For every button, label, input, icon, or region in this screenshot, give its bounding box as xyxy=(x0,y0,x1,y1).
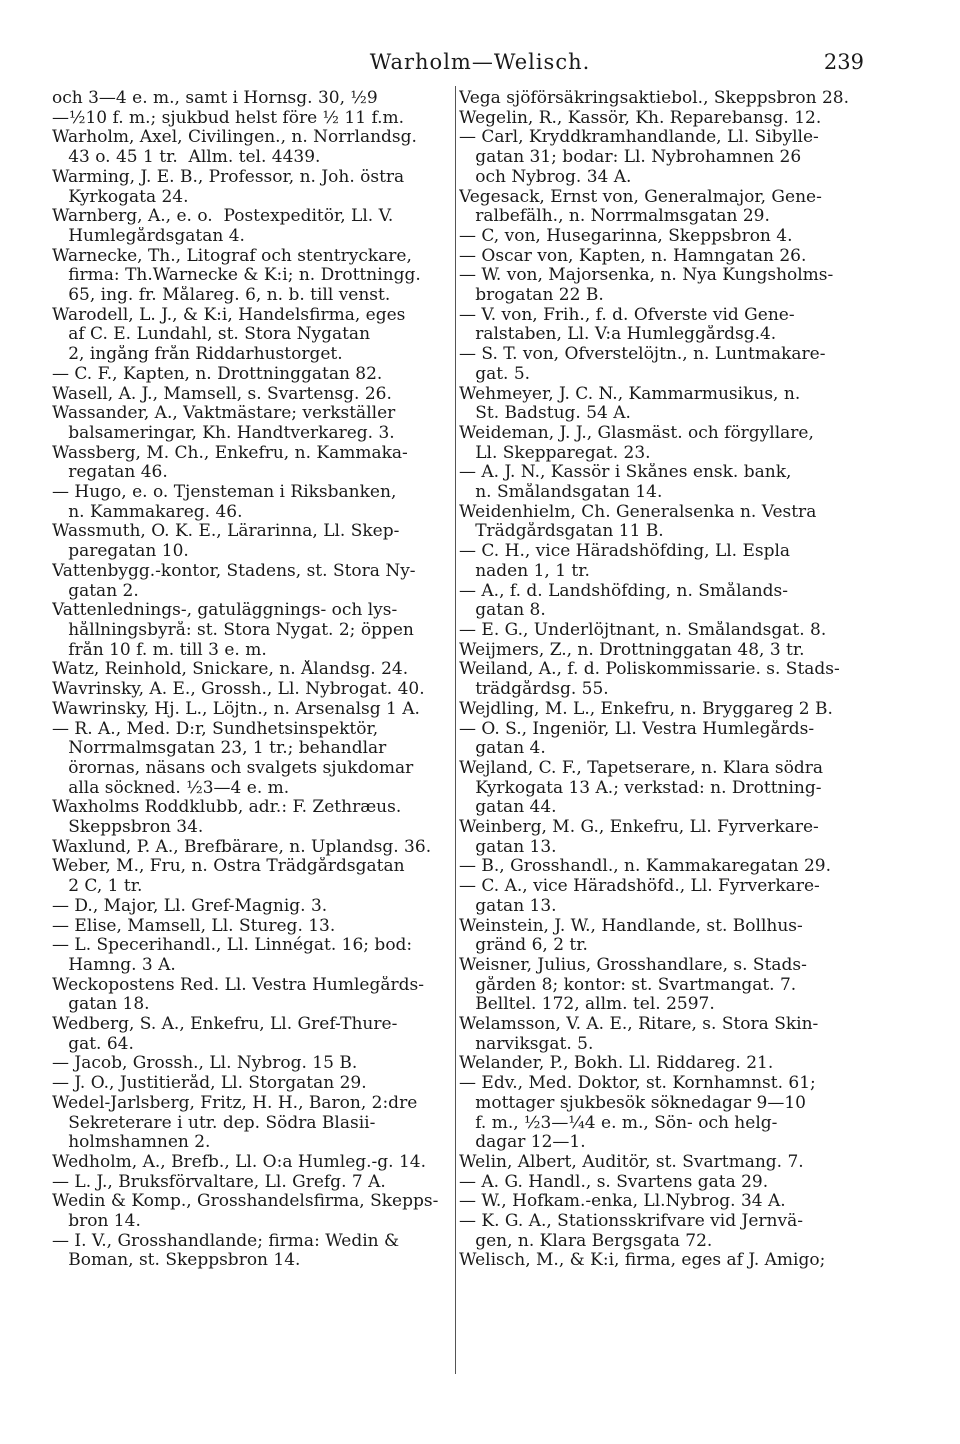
directory-entry-line: Wedel-Jarlsberg, Fritz, H. H., Baron, 2:dre xyxy=(52,1093,418,1113)
directory-entry-line: Wassander, A., Vaktmästare; verkställer xyxy=(52,404,396,424)
directory-entry-line: Wedin & Komp., Grosshandelsfirma, Skepps- xyxy=(52,1192,439,1212)
directory-entry-line: Vega sjöförsäkringsaktiebol., Skeppsbron 28. xyxy=(459,89,850,108)
directory-entry-line: bron 14. xyxy=(52,1212,141,1232)
directory-entry-line: — K. G. A., Stationsskrifvare vid Jernvä- xyxy=(459,1212,803,1232)
directory-entry-line: — Jacob, Grossh., Ll. Nybrog. 15 B. xyxy=(52,1054,358,1074)
directory-entry-line: Belltel. 172, allm. tel. 2597. xyxy=(459,995,715,1015)
directory-entry-line: gatan 13. xyxy=(459,837,557,857)
directory-entry-line: Wawrinsky, Hj. L., Löjtn., n. Arsenalsg 1 A. xyxy=(52,699,420,719)
directory-entry-line: Weideman, J. J., Glasmäst. och förgyllare, xyxy=(459,423,814,443)
directory-entry-line: brogatan 22 B. xyxy=(459,286,604,306)
directory-entry-line: — W., Hofkam.-enka, Ll.Nybrog. 34 A. xyxy=(459,1192,786,1212)
directory-entry-line: — A. G. Handl., s. Svartens gata 29. xyxy=(459,1172,769,1192)
right-column xyxy=(459,89,903,1271)
directory-entry-line: Wejdling, M. L., Enkefru, n. Bryggareg 2 B. xyxy=(459,699,833,719)
directory-entry-line: alla söckned. ½3—4 e. m. xyxy=(52,778,290,798)
directory-entry-line: Weidenhielm, Ch. Generalsenka n. Vestra xyxy=(459,502,817,522)
directory-entry-line: — I. V., Grosshandlande; firma: Wedin & xyxy=(52,1231,400,1251)
directory-entry-line: — Oscar von, Kapten, n. Hamngatan 26. xyxy=(459,246,807,266)
directory-entry-line: — O. S., Ingeniör, Ll. Vestra Humlegårds- xyxy=(459,719,815,739)
directory-entry-line: Kyrkogata 13 A.; verkstad: n. Drottning- xyxy=(459,778,822,798)
directory-entry-line: — C. A., vice Häradshöfd., Ll. Fyrverkare- xyxy=(459,877,820,897)
directory-entry-line: Weiland, A., f. d. Poliskommissarie. s. Stads- xyxy=(459,660,840,680)
directory-entry-line: — E. G., Underlöjtnant, n. Smålandsgat. 8. xyxy=(459,620,827,640)
directory-entry-line: Hamng. 3 A. xyxy=(52,955,176,975)
directory-entry-line: firma: Th.Warnecke & K:i; n. Drottningg. xyxy=(52,266,421,286)
directory-entry-line: gatan 18. xyxy=(52,995,150,1015)
directory-entry-line: balsameringar, Kh. Handtverkareg. 3. xyxy=(52,423,395,443)
directory-entry-line: Vattenbygg.-kontor, Stadens, st. Stora Ny- xyxy=(52,561,416,581)
directory-entry-line: — J. O., Justitieråd, Ll. Storgatan 29. xyxy=(52,1074,367,1094)
directory-entry-line: Warnecke, Th., Litograf och stentryckare, xyxy=(52,246,412,266)
directory-entry-line: och 3—4 e. m., samt i Hornsg. 30, ½9 xyxy=(52,89,378,108)
directory-entry-line: — A. J. N., Kassör i Skånes ensk. bank, xyxy=(459,463,792,483)
directory-entry-line: — R. A., Med. D:r, Sundhetsinspektör, xyxy=(52,719,379,739)
directory-entry-line: från 10 f. m. till 3 e. m. xyxy=(52,640,267,660)
directory-entry-line: Wejland, C. F., Tapetserare, n. Klara södra xyxy=(459,758,823,778)
directory-entry-line: och Nybrog. 34 A. xyxy=(459,167,632,187)
directory-entry-line: f. m., ½3—¼4 e. m., Sön- och helg- xyxy=(459,1113,778,1133)
directory-entry-line: Boman, st. Skeppsbron 14. xyxy=(52,1251,301,1271)
directory-entry-line: Wassmuth, O. K. E., Lärarinna, Ll. Skep- xyxy=(52,522,400,542)
directory-entry-line: gatan 31; bodar: Ll. Nybrohamnen 26 xyxy=(459,148,802,168)
directory-entry-line: — Elise, Mamsell, Ll. Stureg. 13. xyxy=(52,916,336,936)
directory-entry-line: Welander, P., Bokh. Ll. Riddareg. 21. xyxy=(459,1054,774,1074)
directory-entry-line: trädgårdsg. 55. xyxy=(459,680,609,700)
directory-entry-line: gat. 5. xyxy=(459,364,531,384)
directory-entry-line: Warnberg, A., e. o. Postexpeditör, Ll. V. xyxy=(52,207,394,227)
directory-entry-line: Wehmeyer, J. C. N., Kammarmusikus, n. xyxy=(459,384,801,404)
directory-entry-line: Welamsson, V. A. E., Ritare, s. Stora Skin- xyxy=(459,1015,819,1035)
directory-entry-line: Waxlund, P. A., Brefbärare, n. Uplandsg. 36. xyxy=(52,837,432,857)
directory-entry-line: — L. J., Bruksförvaltare, Ll. Grefg. 7 A. xyxy=(52,1172,386,1192)
directory-entry-line: gen, n. Klara Bergsgata 72. xyxy=(459,1231,713,1251)
directory-entry-line: örornas, näsans och svalgets sjukdomar xyxy=(52,758,414,778)
directory-entry-line: ralbefälh., n. Norrmalmsgatan 29. xyxy=(459,207,770,227)
directory-entry-line: holmshamnen 2. xyxy=(52,1133,211,1153)
directory-entry-line: — C. F., Kapten, n. Drottninggatan 82. xyxy=(52,364,383,384)
directory-entry-line: 43 o. 45 1 tr. Allm. tel. 4439. xyxy=(52,148,321,168)
directory-entry-line: hållningsbyrå: st. Stora Nygat. 2; öppen xyxy=(52,620,414,640)
directory-entry-line: naden 1, 1 tr. xyxy=(459,561,590,581)
directory-entry-line: gränd 6, 2 tr. xyxy=(459,936,588,956)
directory-entry-line: — C. H., vice Häradshöfding, Ll. Espla xyxy=(459,542,791,562)
directory-entry-line: St. Badstug. 54 A. xyxy=(459,404,631,424)
directory-entry-line: Watz, Reinhold, Snickare, n. Ålandsg. 24. xyxy=(52,660,409,680)
directory-entry-line: — D., Major, Ll. Gref-Magnig. 3. xyxy=(52,896,328,916)
directory-entry-line: gatan 4. xyxy=(459,739,546,759)
directory-entry-line: af C. E. Lundahl, st. Stora Nygatan xyxy=(52,325,371,345)
directory-entry-line: Wassberg, M. Ch., Enkefru, n. Kammaka- xyxy=(52,443,408,463)
directory-entry-line: gatan 44. xyxy=(459,798,557,818)
directory-entry-line: Welisch, M., & K:i, firma, eges af J. Amigo; xyxy=(459,1251,826,1271)
running-head: Warholm—Welisch. xyxy=(369,50,591,74)
directory-entry-line: — S. T. von, Öfverstelöjtn., n. Luntmakare- xyxy=(459,345,826,365)
directory-entry-line: Vegesack, Ernst von, Generalmajor, Gene- xyxy=(459,187,822,207)
directory-entry-line: paregatan 10. xyxy=(52,542,189,562)
directory-entry-line: Weisner, Julius, Grosshandlare, s. Stads- xyxy=(459,955,807,975)
directory-entry-line: 2 C, 1 tr. xyxy=(52,877,143,897)
directory-entry-line: n. Smålandsgatan 14. xyxy=(459,483,663,503)
directory-entry-line: Weinberg, M. G., Enkefru, Ll. Fyrverkare- xyxy=(459,818,819,838)
directory-entry-line: Warming, J. E. B., Professor, n. Joh. östra xyxy=(52,167,405,187)
directory-entry-line: Skeppsbron 34. xyxy=(52,818,204,838)
directory-entry-line: Weijmers, Z., n. Drottninggatan 48, 3 tr. xyxy=(459,640,805,660)
directory-entry-line: Warholm, Axel, Civilingen., n. Norrlandsg. xyxy=(52,128,417,148)
directory-entry-line: 2, ingång från Riddarhustorget. xyxy=(52,345,343,365)
directory-entry-line: gården 8; kontor: st. Svartmangat. 7. xyxy=(459,975,797,995)
directory-entry-line: Wedberg, S. A., Enkefru, Ll. Gref-Thure- xyxy=(52,1015,398,1035)
left-column xyxy=(52,89,454,1271)
directory-entry-line: — Carl, Kryddkramhandlande, Ll. Sibylle- xyxy=(459,128,819,148)
directory-entry-line: dagar 12—1. xyxy=(459,1133,586,1153)
directory-entry-line: Warodell, L. J., & K:i, Handelsfirma, eges xyxy=(52,305,406,325)
directory-entry-line: Kyrkogata 24. xyxy=(52,187,189,207)
directory-entry-line: 65, ing. fr. Målareg. 6, n. b. till venst. xyxy=(52,286,391,306)
directory-entry-line: regatan 46. xyxy=(52,463,168,483)
directory-entry-line: — B., Grosshandl., n. Kammakaregatan 29. xyxy=(459,857,832,877)
directory-entry-line: Wavrinsky, A. E., Grossh., Ll. Nybrogat. 40. xyxy=(52,680,425,700)
directory-entry-line: gat. 64. xyxy=(52,1034,134,1054)
page-number: 239 xyxy=(823,50,864,74)
directory-entry-line: gatan 13. xyxy=(459,896,557,916)
directory-entry-line: narviksgat. 5. xyxy=(459,1034,594,1054)
directory-entry-line: — A., f. d. Landshöfding, n. Smålands- xyxy=(459,581,789,601)
column-divider xyxy=(455,86,456,1374)
directory-entry-line: Weinstein, J. W., Handlande, st. Bollhus- xyxy=(459,916,803,936)
directory-entry-line: — V. von, Frih., f. d. Öfverste vid Gene- xyxy=(459,305,795,325)
directory-entry-line: mottager sjukbesök söknedagar 9—10 xyxy=(459,1093,806,1113)
directory-entry-line: gatan 8. xyxy=(459,601,546,621)
directory-entry-line: — Edv., Med. Doktor, st. Kornhamnst. 61; xyxy=(459,1074,816,1094)
directory-entry-line: Waxholms Roddklubb, adr.: F. Zethræus. xyxy=(52,798,402,818)
directory-entry-line: Wasell, A. J., Mamsell, s. Svartensg. 26. xyxy=(52,384,392,404)
directory-entry-line: Humlegårdsgatan 4. xyxy=(52,226,245,246)
directory-entry-line: — Hugo, e. o. Tjensteman i Riksbanken, xyxy=(52,483,397,503)
directory-entry-line: Sekreterare i utr. dep. Södra Blasii- xyxy=(52,1113,376,1133)
directory-entry-line: Norrmalmsgatan 23, 1 tr.; behandlar xyxy=(52,739,387,759)
directory-entry-line: Wedholm, A., Brefb., Ll. Ö:a Humleg.-g. 14. xyxy=(52,1152,427,1172)
directory-entry-line: ralstaben, Ll. V:a Humleggårdsg.4. xyxy=(459,325,777,345)
directory-entry-line: n. Kammakareg. 46. xyxy=(52,502,243,522)
directory-entry-line: — L. Specerihandl., Ll. Linnégat. 16; bod: xyxy=(52,936,413,956)
directory-entry-line: — W. von, Majorsenka, n. Nya Kungsholms- xyxy=(459,266,834,286)
directory-entry-line: Vattenlednings-, gatuläggnings- och lys- xyxy=(52,601,398,621)
directory-entry-line: Ll. Skepparegat. 23. xyxy=(459,443,651,463)
directory-entry-line: gatan 2. xyxy=(52,581,139,601)
directory-entry-line: Weckopostens Red. Ll. Vestra Humlegårds- xyxy=(52,975,424,995)
directory-entry-line: Weber, M., Fru, n. Östra Trädgårdsgatan xyxy=(52,857,405,877)
directory-entry-line: — C, von, Husegarinna, Skeppsbron 4. xyxy=(459,226,793,246)
directory-entry-line: Welin, Albert, Auditör, st. Svartmang. 7. xyxy=(459,1152,804,1172)
directory-entry-line: —½10 f. m.; sjukbud helst före ½ 11 f.m. xyxy=(52,108,405,128)
page-header xyxy=(0,50,960,80)
directory-entry-line: Trädgårdsgatan 11 B. xyxy=(459,522,664,542)
directory-entry-line: Wegelin, R., Kassör, Kh. Reparebansg. 12. xyxy=(459,108,822,128)
